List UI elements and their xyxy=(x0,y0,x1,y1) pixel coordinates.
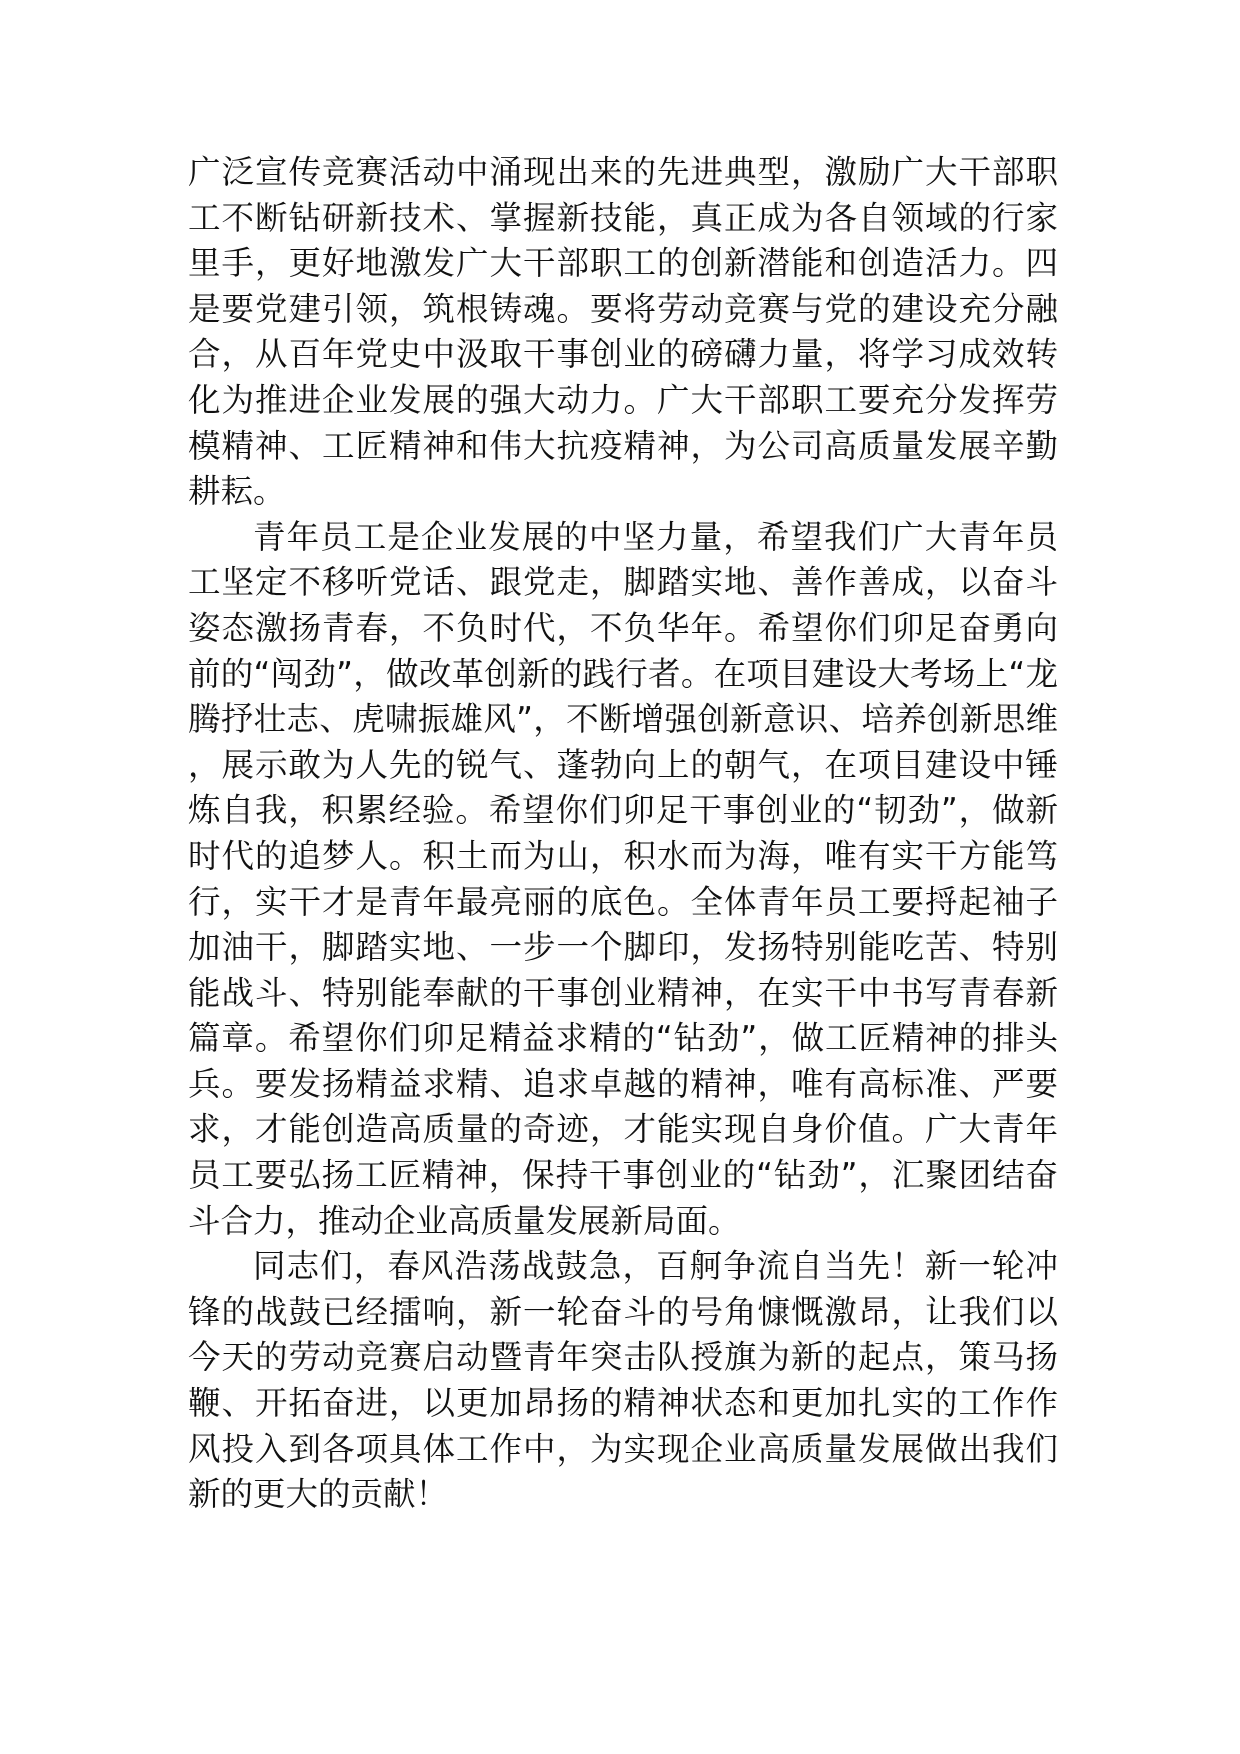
document-body xyxy=(188,150,1058,1518)
paragraph-1: 广泛宣传竞赛活动中涌现出来的先进典型，激励广大干部职工不断钻研新技术、掌握新技能，真正成为各自领域的行家里手，更好地激发广大干部职工的创新潜能和创造活力。四是要党建引领，筑根铸魂。要将劳动竞赛与党的建设充分融合，从百年党史中汲取干事创业的磅礴力量，将学习成效转化为推进企业发展的强大动力。广大干部职工要充分发挥劳模精神、工匠精神和伟大抗疫精神，为公司高质量发展辛勤耕耘。 xyxy=(188,153,1058,511)
paragraph-2: 青年员工是企业发展的中坚力量，希望我们广大青年员工坚定不移听党话、跟党走，脚踏实地、善作善成，以奋斗姿态激扬青春，不负时代，不负华年。希望你们卯足奋勇向前的“闯劲”，做改革创新的践行者。在项目建设大考场上“龙腾抒壮志、虎啸振雄风”，不断增强创新意识、培养创新思维，展示敢为人先的锐气、蓬勃向上的朝气，在项目建设中锤炼自我，积累经验。希望你们卯足干事创业的“韧劲”，做新时代的追梦人。积土而为山，积水而为海，唯有实干方能笃行，实干才是青年最亮丽的底色。全体青年员工要捋起袖子加油干，脚踏实地、一步一个脚印，发扬特别能吃苦、特别能战斗、特别能奉献的干事创业精神，在实干中书写青春新篇章。希望你们卯足精益求精的“钻劲”，做工匠精神的排头兵。要发扬精益求精、追求卓越的精神，唯有高标准、严要求，才能创造高质量的奇迹，才能实现自身价值。广大青年员工要弘扬工匠精神，保持干事创业的“钻劲”，汇聚团结奋斗合力，推动企业高质量发展新局面。 xyxy=(188,517,1058,1240)
paragraph-3: 同志们，春风浩荡战鼓急，百舸争流自当先！新一轮冲锋的战鼓已经擂响，新一轮奋斗的号角慷慨激昂，让我们以今天的劳动竞赛启动暨青年突击队授旗为新的起点，策马扬鞭、开拓奋进，以更加昂扬的精神状态和更加扎实的工作作风投入到各项具体工作中，为实现企业高质量发展做出我们新的更大的贡献！ xyxy=(188,1247,1058,1514)
